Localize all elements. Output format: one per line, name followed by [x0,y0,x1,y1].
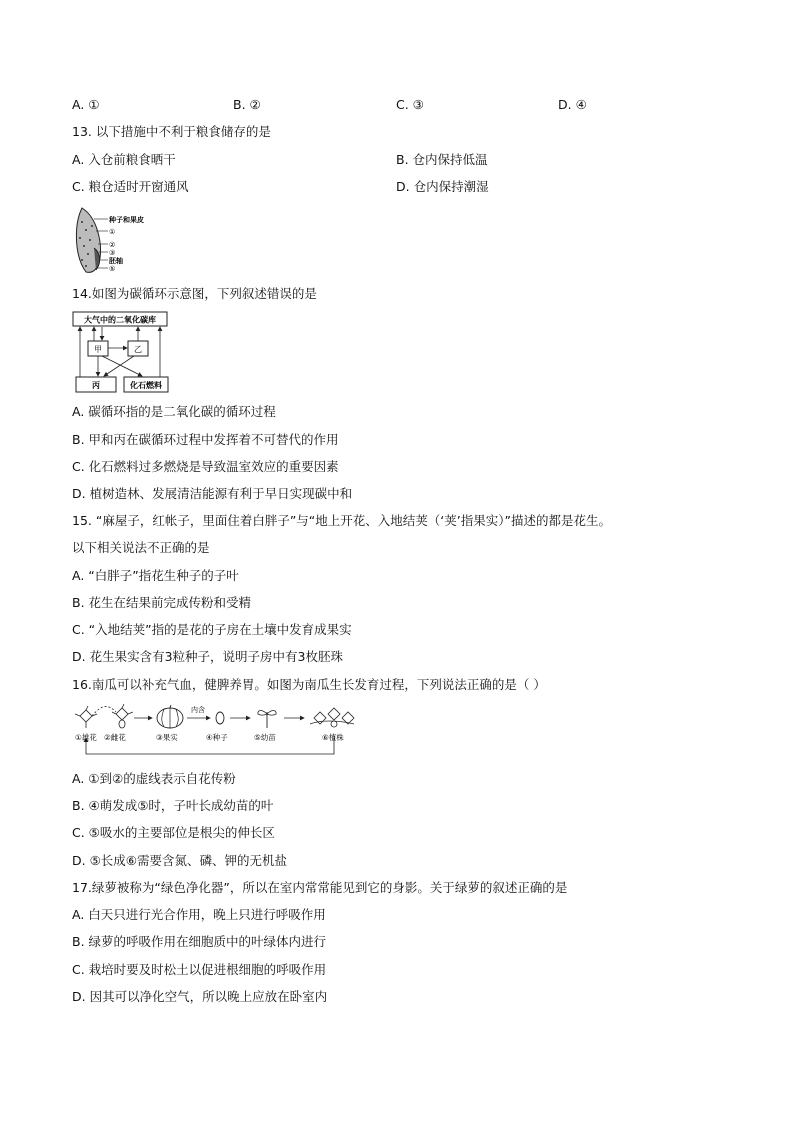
q15-option-d: D. 花生果实含有3粒种子，说明子房中有3枚胚珠 [72,649,343,664]
q16-stem: 16.南瓜可以补充气血，健脾养胃。如图为南瓜生长发育过程，下列说法正确的是（ ） [72,677,546,692]
seedling-icon [258,711,276,728]
q15-option-b: B. 花生在结果前完成传粉和受精 [72,595,252,610]
q16-option-d: D. ⑤长成⑥需要含氮、磷、钾的无机盐 [72,853,287,868]
q17-option-a: A. 白天只进行光合作用，晚上只进行呼吸作用 [72,907,326,922]
male-flower-icon [75,706,97,728]
q15-option-a: A. “白胖子”指花生种子的子叶 [72,568,239,583]
node-yi: 乙 [134,345,142,354]
seed-label-coat: 种子和果皮 [109,216,144,224]
q14-stem: 14.如图为碳循环示意图，下列叙述错误的是 [72,286,317,301]
seed-icon [216,712,224,724]
q17-option-c: C. 栽培时要及时松土以促进根细胞的呼吸作用 [72,962,327,977]
q17-stem: 17.绿萝被称为“绿色净化器”，所以在室内常常能见到它的身影。关于绿萝的叙述正确的是 [72,880,568,895]
q13-option-b: B. 仓内保持低温 [396,152,488,167]
carbon-cycle-diagram [72,310,172,396]
q13-option-d: D. 仓内保持潮湿 [396,179,489,194]
seed-diagram [72,204,152,276]
seed-label-axis: 胚轴 [109,257,123,265]
q15-stem-line1: 15. “麻屋子，红帐子，里面住着白胖子”与“地上开花、入地结荚（‘荚’指果实）”描述的都是花生。 [72,513,611,528]
q13-stem: 13. 以下措施中不利于粮食储存的是 [72,124,271,139]
pumpkin-lifecycle-diagram [72,702,362,764]
seed-label-2: ② [109,241,116,249]
q12-option-d: D. ④ [558,97,587,112]
q17-option-b: B. 绿萝的呼吸作用在细胞质中的叶绿体内进行 [72,934,327,949]
seed-label-3: ③ [109,249,116,257]
q15-stem-line2: 以下相关说法不正确的是 [72,540,210,555]
q14-option-c: C. 化石燃料过多燃烧是导致温室效应的重要因素 [72,459,339,474]
pumpkin-icon [157,705,183,728]
q17-option-d: D. 因其可以净化空气，所以晚上应放在卧室内 [72,989,328,1004]
node-bing: 丙 [92,381,100,390]
q12-option-c: C. ③ [396,97,424,112]
seed-label-1: ① [109,228,116,236]
q16-option-c: C. ⑤吸水的主要部位是根尖的伸长区 [72,825,275,840]
seed-label-5: ⑤ [109,265,116,273]
female-flower-icon [112,704,133,728]
label-plant: ⑥植株 [322,733,344,742]
label-fruit: ③果实 [156,733,178,742]
label-seedling: ⑤幼苗 [254,733,276,742]
q16-option-a: A. ①到②的虚线表示自花传粉 [72,771,236,786]
q12-option-b: B. ② [233,97,261,112]
node-fossil-fuel: 化石燃料 [130,381,162,390]
q14-option-b: B. 甲和丙在碳循环过程中发挥着不可替代的作用 [72,432,339,447]
label-female-flower: ②雌花 [104,733,126,742]
q14-option-d: D. 植树造林、发展清洁能源有利于早日实现碳中和 [72,486,353,501]
label-male-flower: ①雄花 [75,733,97,742]
q16-option-b: B. ④萌发成⑤时，子叶长成幼苗的叶 [72,798,274,813]
q13-option-c: C. 粮仓适时开窗通风 [72,179,189,194]
q14-option-a: A. 碳循环指的是二氧化碳的循环过程 [72,404,276,419]
q13-option-a: A. 入仓前粮食晒干 [72,152,176,167]
carbon-pool-label: 大气中的二氧化碳库 [84,315,156,325]
node-jia: 甲 [94,345,102,354]
contains-label: 内含 [191,706,205,714]
plant-icon [310,708,354,727]
label-seed: ④种子 [206,733,228,742]
q12-option-a: A. ① [72,97,100,112]
q15-option-c: C. “入地结荚”指的是花的子房在土壤中发育成果实 [72,622,352,637]
